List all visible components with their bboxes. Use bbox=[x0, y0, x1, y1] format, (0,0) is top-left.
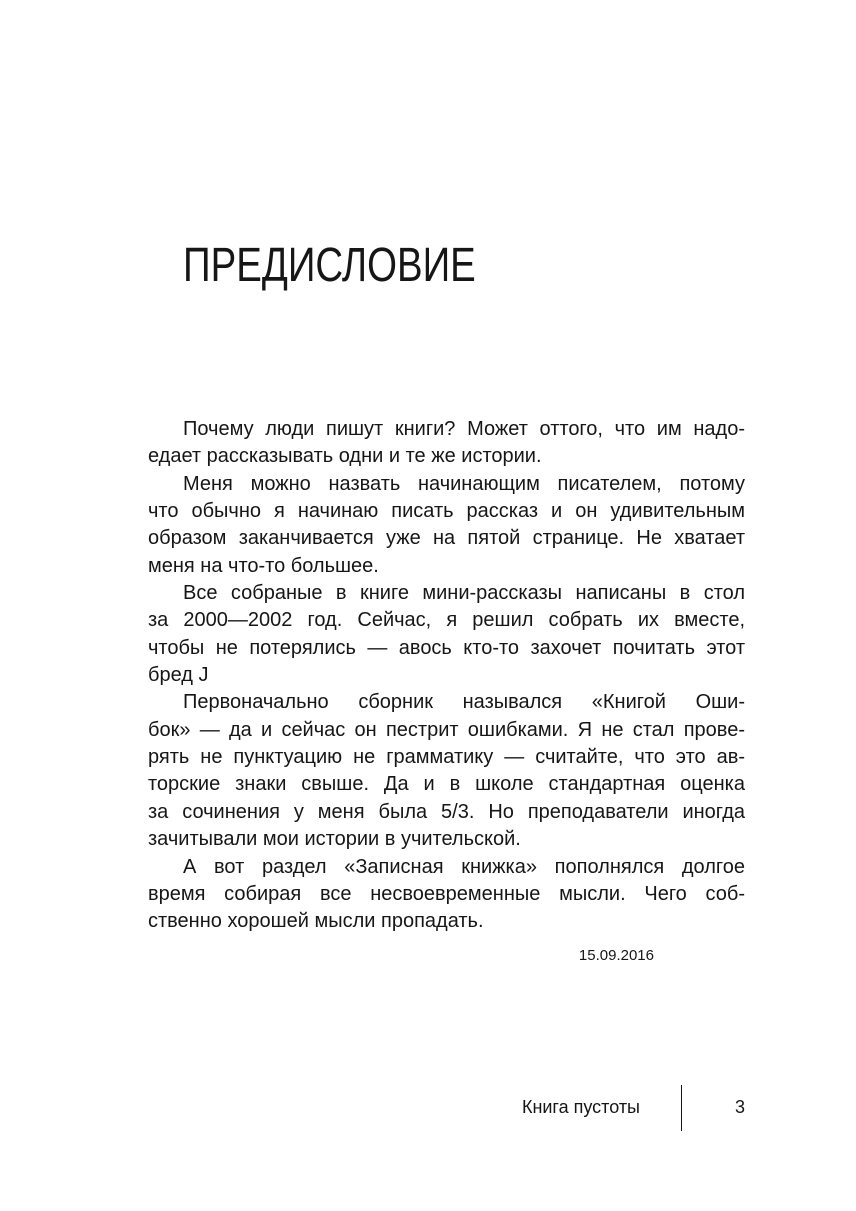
paragraph-3 bbox=[148, 580, 745, 689]
preface-date: 15.09.2016 bbox=[578, 947, 654, 964]
text-line: ственно хорошей мысли пропадать. bbox=[148, 910, 484, 933]
footer-divider bbox=[681, 1085, 682, 1131]
preface-body bbox=[148, 416, 745, 936]
running-footer-book-title: Книга пустоты bbox=[521, 1097, 640, 1117]
text-line: Первоначально сборник назывался «Книгой Оши- bbox=[183, 691, 745, 714]
text-line: образом заканчивается уже на пятой странице. Не хватает bbox=[148, 527, 745, 550]
text-line: за 2000—2002 год. Сейчас, я решил собрать их вместе, bbox=[148, 609, 745, 632]
text-line: что обычно я начинаю писать рассказ и он удивительным bbox=[148, 500, 745, 523]
paragraph-2 bbox=[148, 471, 745, 580]
text-line: Все собраные в книге мини-рассказы написаны в стол bbox=[183, 582, 745, 605]
text-line: едает рассказывать одни и те же истории. bbox=[148, 445, 542, 468]
page-number: 3 bbox=[735, 1097, 746, 1117]
text-line: А вот раздел «Записная книжка» пополнялся долгое bbox=[183, 855, 745, 878]
text-line: бред J bbox=[148, 664, 209, 687]
text-line: чтобы не потерялись — авось кто-то захочет почитать этот bbox=[148, 636, 745, 659]
text-line: зачитывали мои истории в учительской. bbox=[148, 828, 521, 851]
paragraph-1 bbox=[148, 416, 745, 471]
text-line: торские знаки свыше. Да и в школе стандартная оценка bbox=[148, 773, 745, 796]
paragraph-5 bbox=[148, 854, 745, 936]
text-line: бок» — да и сейчас он пестрит ошибками. Я не стал прове- bbox=[148, 718, 745, 741]
text-line: Меня можно назвать начинающим писателем, потому bbox=[183, 472, 745, 495]
text-line: рять не пунктуацию не грамматику — считайте, что это ав- bbox=[148, 746, 745, 769]
paragraph-4 bbox=[148, 689, 745, 853]
page-title: ПРЕДИСЛОВИЕ bbox=[183, 239, 476, 292]
text-line: за сочинения у меня была 5/3. Но преподаватели иногда bbox=[148, 800, 745, 823]
text-line: время собирая все несвоевременные мысли. Чего соб- bbox=[148, 882, 745, 905]
text-line: меня на что-то большее. bbox=[148, 554, 379, 577]
text-line: Почему люди пишут книги? Может оттого, что им надо- bbox=[183, 418, 745, 440]
